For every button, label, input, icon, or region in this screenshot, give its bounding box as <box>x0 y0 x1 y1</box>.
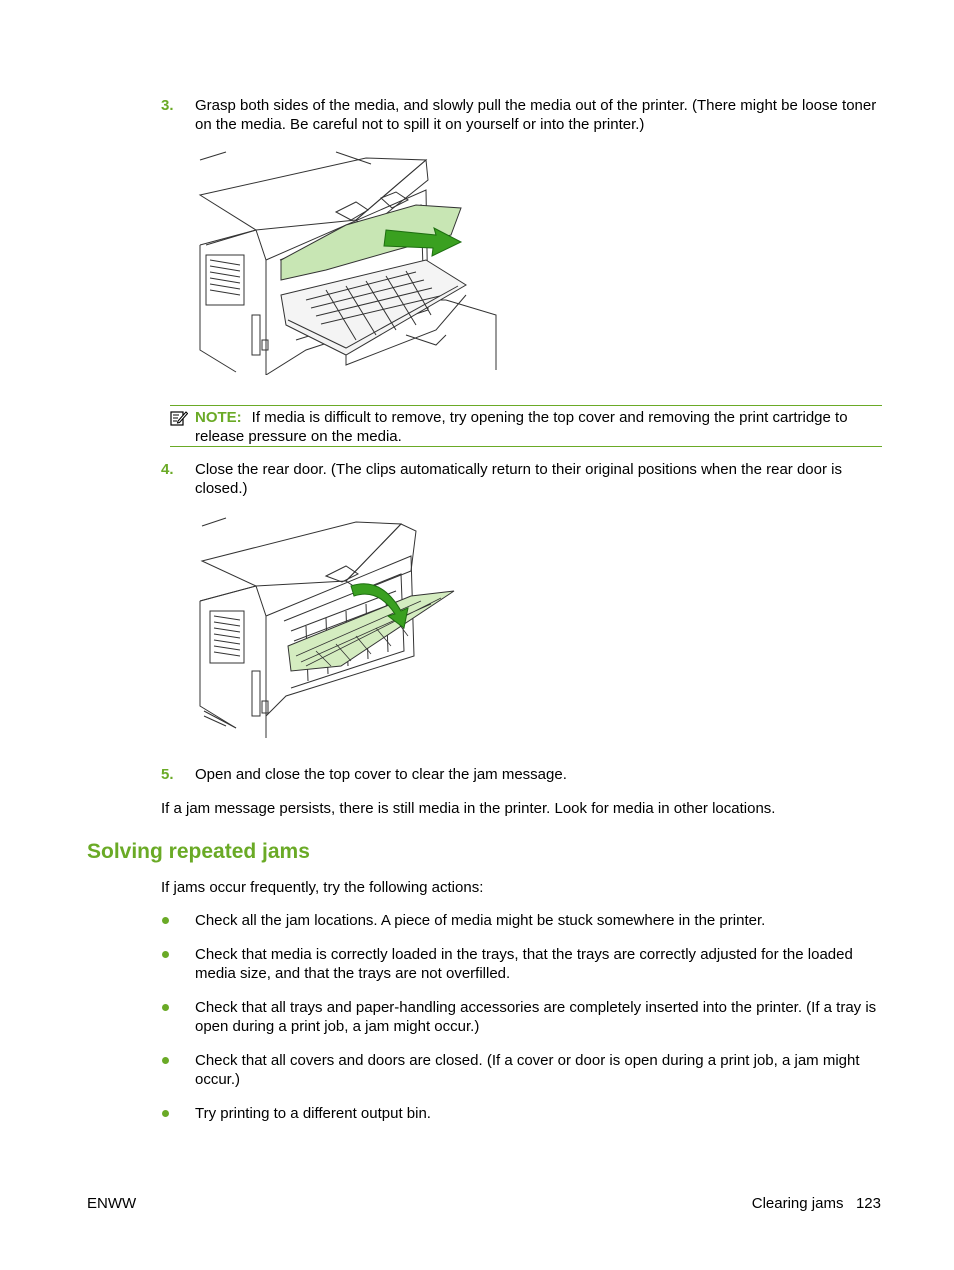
bullet-icon <box>162 951 169 958</box>
bullet-icon <box>162 1004 169 1011</box>
note-text <box>195 408 883 446</box>
section-heading: Solving repeated jams <box>87 840 310 863</box>
note-box <box>170 405 882 447</box>
note-label: NOTE: <box>195 409 242 426</box>
list-item-text: Try printing to a different output bin. <box>195 1105 431 1122</box>
step-text: Close the rear door. (The clips automatically return to their original positions when the rear door is closed.) <box>195 461 842 497</box>
list-item-text: Check all the jam locations. A piece of media might be stuck somewhere in the printer. <box>195 912 766 929</box>
bullet-icon <box>162 1057 169 1064</box>
step-text: Grasp both sides of the media, and slowly pull the media out of the printer. (There might be loose toner on the media. Be careful not to spill it on yourself or into the printer.) <box>195 97 877 133</box>
step-number: 5. <box>161 766 174 783</box>
list-item-text: Check that all trays and paper-handling accessories are completely inserted into the printer. (If a tray is open during a print job, a jam might occur.) <box>195 999 877 1035</box>
note-body: If media is difficult to remove, try opening the top cover and removing the print cartridge to release pressure on the media. <box>195 409 848 445</box>
step-number: 4. <box>161 461 174 478</box>
list-item-text: Check that all covers and doors are closed. (If a cover or door is open during a print job, a jam might occur.) <box>195 1052 860 1088</box>
footer-right <box>752 1194 881 1213</box>
bullet-icon <box>162 1110 169 1117</box>
note-pencil-icon <box>170 409 188 427</box>
list-item-text: Check that media is correctly loaded in the trays, that the trays are correctly adjusted for the loaded media size, and that the trays are not overfilled. <box>195 946 853 982</box>
step-text: Open and close the top cover to clear the jam message. <box>195 766 567 783</box>
printer-media-removal-illustration <box>196 150 506 375</box>
section-intro: If jams occur frequently, try the following actions: <box>161 879 484 896</box>
footer-section: Clearing jams <box>751 1195 844 1212</box>
bullet-icon <box>162 917 169 924</box>
page-number: 123 <box>855 1195 881 1212</box>
step-number: 3. <box>161 97 174 114</box>
printer-close-rear-door-illustration <box>196 516 461 738</box>
persist-paragraph: If a jam message persists, there is still media in the printer. Look for media in other locations. <box>161 800 776 817</box>
footer-left: ENWW <box>87 1195 137 1212</box>
